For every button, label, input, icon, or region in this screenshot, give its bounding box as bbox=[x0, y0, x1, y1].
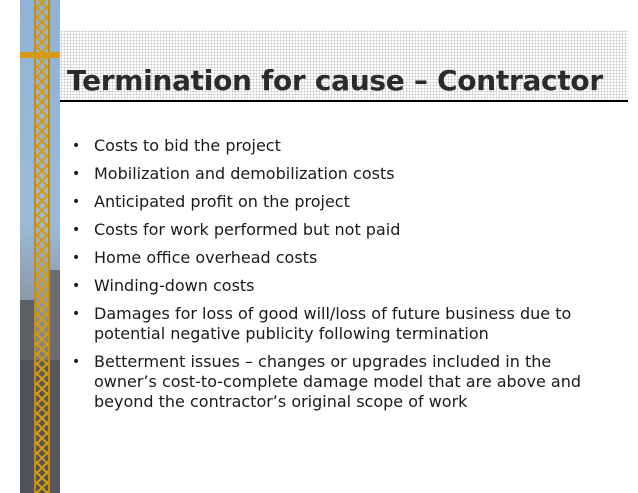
title-underline bbox=[60, 100, 628, 102]
construction-crane-photo bbox=[20, 0, 60, 493]
bullet-item bbox=[72, 352, 592, 412]
bullet-text: Mobilization and demobilization costs bbox=[94, 164, 395, 183]
bullet-text: Anticipated profit on the project bbox=[94, 192, 350, 211]
slide-title: Termination for cause – Contractor bbox=[67, 64, 603, 97]
bullet-glyph: • bbox=[72, 250, 81, 266]
bullet-item bbox=[72, 136, 592, 156]
bullet-text: Costs for work performed but not paid bbox=[94, 220, 401, 239]
bullet-item bbox=[72, 192, 592, 212]
bullet-item bbox=[72, 220, 592, 240]
bullet-item bbox=[72, 304, 592, 344]
crane-tower bbox=[34, 0, 50, 493]
bullet-text: Damages for loss of good will/loss of future business due to potential negative publicity following termination bbox=[94, 304, 572, 343]
bullet-glyph: • bbox=[72, 194, 81, 210]
bullet-item bbox=[72, 164, 592, 184]
bullet-glyph: • bbox=[72, 138, 81, 154]
crane-jib bbox=[20, 52, 60, 58]
bullet-glyph: • bbox=[72, 166, 81, 182]
bullet-item bbox=[72, 276, 592, 296]
bullet-item bbox=[72, 248, 592, 268]
bullet-list bbox=[72, 136, 592, 420]
bullet-text: Winding-down costs bbox=[94, 276, 255, 295]
bullet-glyph: • bbox=[72, 306, 81, 322]
bullet-text: Home office overhead costs bbox=[94, 248, 318, 267]
bullet-text: Costs to bid the project bbox=[94, 136, 281, 155]
bullet-text: Betterment issues – changes or upgrades included in the owner’s cost-to-complete damage model that are above and beyond the contractor’s original scope of work bbox=[94, 352, 581, 411]
bullet-glyph: • bbox=[72, 222, 81, 238]
bullet-glyph: • bbox=[72, 354, 81, 370]
bullet-glyph: • bbox=[72, 278, 81, 294]
